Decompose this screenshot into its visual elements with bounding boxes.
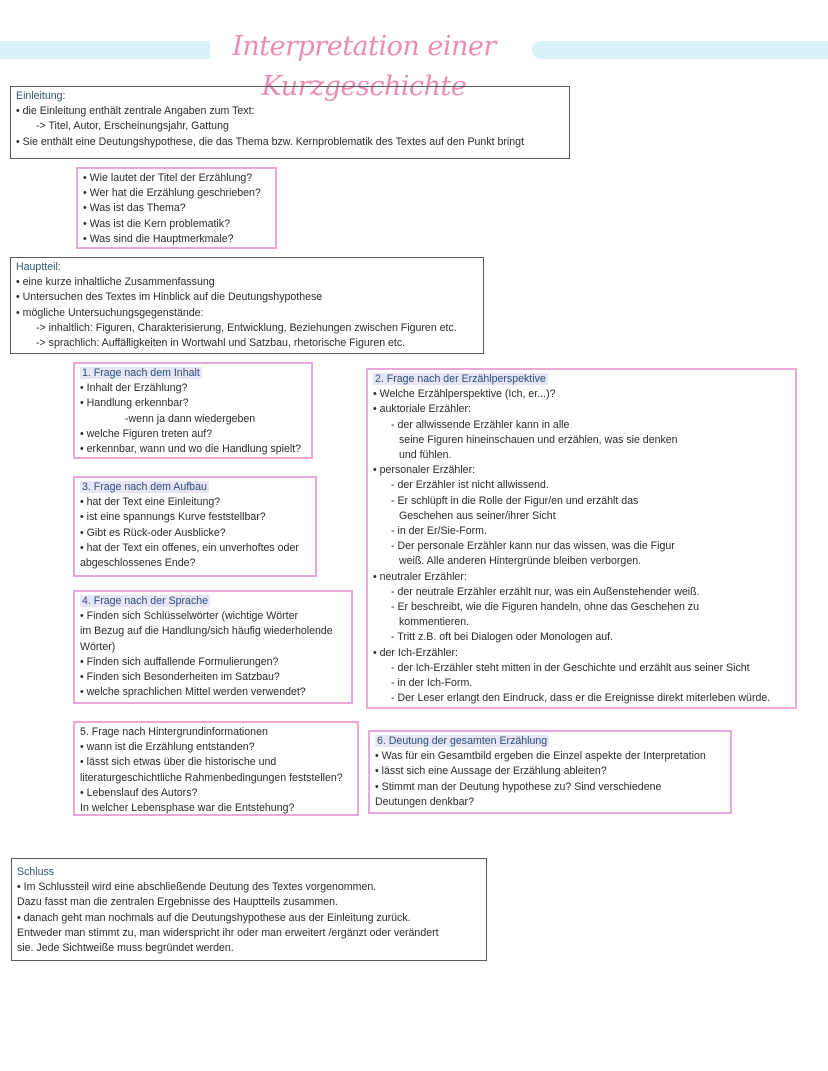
hauptteil-box bbox=[10, 257, 484, 354]
einleitung-heading: Einleitung: bbox=[16, 90, 66, 102]
schluss-line: Dazu fasst man die zentralen Ergebnisse des Hauptteils zusammen. bbox=[17, 896, 338, 909]
frage2-line: - der allwissende Erzähler kann in alle bbox=[391, 418, 570, 431]
frage2-heading: 2. Frage nach der Erzählperspektive bbox=[375, 373, 546, 385]
frage2-line: - Tritt z.B. oft bei Dialogen oder Monologen auf. bbox=[391, 631, 614, 644]
frage6-heading: 6. Deutung der gesamten Erzählung bbox=[377, 735, 548, 747]
hauptteil-line: -> sprachlich: Auffälligkeiten in Wortwahl und Satzbau, rhetorische Figuren etc. bbox=[36, 337, 406, 350]
frage3-line: • Gibt es Rück-oder Ausblicke? bbox=[80, 526, 226, 539]
schluss-box bbox=[11, 858, 487, 961]
frage3-box bbox=[73, 476, 317, 577]
frage4-line: im Bezug auf die Handlung/sich häufig wiederholende bbox=[80, 625, 333, 638]
frage4-heading: 4. Frage nach der Sprache bbox=[82, 595, 209, 607]
frage2-line: weiß. Alle anderen Hintergründe bleiben verborgen. bbox=[399, 555, 642, 568]
frage2-line: kommentieren. bbox=[399, 616, 470, 629]
hauptteil-line: • mögliche Untersuchungsgegenstände: bbox=[16, 306, 204, 319]
frage1-line: • erkennbar, wann und wo die Handlung spielt? bbox=[80, 443, 302, 456]
frage-item: • Wie lautet der Titel der Erzählung? bbox=[83, 172, 253, 184]
frage5-line: • wann ist die Erzählung entstanden? bbox=[80, 741, 255, 754]
frage5-line: literaturgeschichtliche Rahmenbedingungen feststellen? bbox=[80, 771, 343, 784]
schluss-heading: Schluss bbox=[17, 866, 55, 878]
frage2-line: • personaler Erzähler: bbox=[373, 464, 476, 477]
frage4-line: • Finden sich auffallende Formulierungen? bbox=[80, 655, 279, 668]
schluss-line: Entweder man stimmt zu, man widerspricht ihr oder man erweitert /ergänzt oder verändert bbox=[17, 926, 439, 939]
einleitung-box bbox=[10, 86, 570, 159]
frage2-line: • der Ich-Erzähler: bbox=[373, 646, 458, 659]
frage6-line: • lässt sich eine Aussage der Erzählung ableiten? bbox=[375, 765, 607, 778]
fragen-einleitung-box bbox=[76, 167, 277, 249]
frage6-line: • Stimmt man der Deutung hypothese zu? Sind verschiedene bbox=[375, 780, 662, 793]
frage-item: • Was ist das Thema? bbox=[83, 202, 186, 215]
frage3-line: • ist eine spannungs Kurve feststellbar? bbox=[80, 511, 266, 524]
frage5-line: • Lebenslauf des Autors? bbox=[80, 786, 198, 799]
frage-item: • Was sind die Hauptmerkmale? bbox=[83, 232, 234, 245]
frage2-line: - der Ich-Erzähler steht mitten in der Geschichte und erzählt aus seiner Sicht bbox=[391, 661, 750, 674]
frage2-line: - in der Ich-Form. bbox=[391, 677, 473, 690]
frage4-line: • welche sprachlichen Mittel werden verwendet? bbox=[80, 686, 306, 699]
frage5-box bbox=[73, 721, 359, 816]
frage2-box bbox=[366, 368, 797, 709]
frage1-line: • Handlung erkennbar? bbox=[80, 397, 189, 410]
frage4-line: • Finden sich Schlüsselwörter (wichtige Wörter bbox=[80, 610, 299, 623]
frage2-line: - in der Er/Sie-Form. bbox=[391, 525, 487, 538]
frage2-line: Geschehen aus seiner/ihrer Sicht bbox=[399, 509, 556, 522]
frage1-line: • Inhalt der Erzählung? bbox=[80, 382, 188, 395]
frage3-line: • hat der Text eine Einleitung? bbox=[80, 496, 221, 509]
hauptteil-line: • eine kurze inhaltliche Zusammenfassung bbox=[16, 276, 215, 289]
frage2-line: - Er beschreibt, wie die Figuren handeln, ohne das Geschehen zu bbox=[391, 601, 699, 614]
schluss-line: • danach geht man nochmals auf die Deutungshypothese aus der Einleitung zurück. bbox=[17, 911, 411, 924]
frage6-line: • Was für ein Gesamtbild ergeben die Einzel aspekte der Interpretation bbox=[375, 750, 706, 763]
frage5-line: • lässt sich etwas über die historische und bbox=[80, 756, 277, 769]
frage-item: • Was ist die Kern problematik? bbox=[83, 217, 230, 230]
frage2-line: - der neutrale Erzähler erzählt nur, was ein Außenstehender weiß. bbox=[391, 585, 700, 598]
frage2-line: • auktoriale Erzähler: bbox=[373, 403, 471, 416]
hauptteil-heading: Hauptteil: bbox=[16, 261, 61, 273]
einleitung-line: • Sie enthält eine Deutungshypothese, die das Thema bzw. Kernproblematik des Textes auf den Punkt bringt bbox=[16, 135, 525, 148]
frage6-line: Deutungen denkbar? bbox=[375, 795, 474, 808]
frage2-line: - Der personale Erzähler kann nur das wissen, was die Figur bbox=[391, 540, 675, 553]
frage2-line: seine Figuren hineinschauen und erzählen, was sie denken bbox=[399, 433, 678, 446]
frage3-heading: 3. Frage nach dem Aufbau bbox=[82, 481, 207, 493]
frage3-line: abgeschlossenes Ende? bbox=[80, 557, 196, 570]
einleitung-line: • die Einleitung enthält zentrale Angaben zum Text: bbox=[16, 105, 255, 118]
frage2-line: und fühlen. bbox=[399, 449, 452, 462]
frage2-line: • neutraler Erzähler: bbox=[373, 570, 467, 583]
frage3-line: • hat der Text ein offenes, ein unverhoftes oder bbox=[80, 541, 299, 554]
frage1-heading: 1. Frage nach dem Inhalt bbox=[82, 367, 200, 379]
schluss-line: sie. Jede Sichtweiße muss begründet werden. bbox=[17, 942, 234, 955]
frage4-line: • Finden sich Besonderheiten im Satzbau? bbox=[80, 671, 280, 684]
frage2-line: • Welche Erzählperspektive (Ich, er...)? bbox=[373, 388, 556, 401]
frage5-heading: 5. Frage nach Hintergrundinformationen bbox=[80, 726, 268, 738]
frage-item: • Wer hat die Erzählung geschrieben? bbox=[83, 187, 261, 200]
frage6-box bbox=[368, 730, 732, 814]
frage1-line: -wenn ja dann wiedergeben bbox=[125, 412, 256, 425]
frage4-line: Wörter) bbox=[80, 640, 116, 653]
frage4-box bbox=[73, 590, 353, 704]
page-title: Interpretation einer Kurzgeschichte bbox=[232, 31, 496, 102]
frage2-line: - Er schlüpft in die Rolle der Figur/en und erzählt das bbox=[391, 494, 639, 507]
frage5-line: In welcher Lebensphase war die Entstehung? bbox=[80, 802, 295, 815]
hauptteil-line: -> inhaltlich: Figuren, Charakterisierung, Entwicklung, Beziehungen zwischen Figuren etc. bbox=[36, 321, 457, 334]
frage2-line: - Der Leser erlangt den Eindruck, dass er die Ereignisse direkt miterleben würde. bbox=[391, 692, 771, 705]
einleitung-line: -> Titel, Autor, Erscheinungsjahr, Gattung bbox=[36, 120, 229, 133]
frage2-line: - der Erzähler ist nicht allwissend. bbox=[391, 479, 549, 492]
schluss-line: • Im Schlussteil wird eine abschließende Deutung des Textes vorgenommen. bbox=[17, 881, 377, 894]
frage1-box bbox=[73, 362, 313, 459]
frage1-line: • welche Figuren treten auf? bbox=[80, 427, 213, 440]
hauptteil-line: • Untersuchen des Textes im Hinblick auf die Deutungshypothese bbox=[16, 291, 323, 304]
